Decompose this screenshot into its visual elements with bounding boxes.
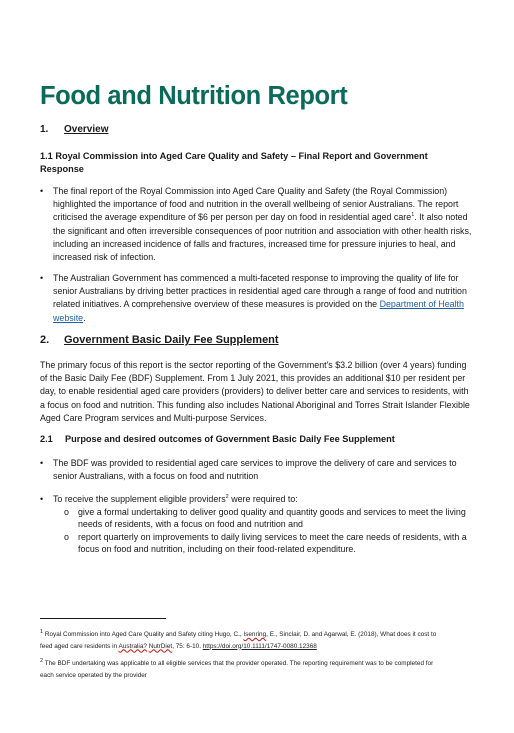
sub-list-item [64,506,474,530]
page-title: Food and Nutrition Report [40,82,348,110]
footnote-ref[interactable]: 2 [225,494,229,501]
list-item [40,185,472,264]
department-of-health-link[interactable]: Department of Health website [53,299,464,323]
doi-link[interactable]: https://doi.org/10.1111/1747-0080.12368 [202,642,317,650]
list-item [40,457,472,483]
circle-bullet-icon: o [64,532,69,542]
section-2-heading [40,334,279,346]
circle-bullet-icon: o [64,507,69,517]
sub-item-text: report quarterly on improvements to daily living services to meet the care needs of residents, with a focus on food and nutrition, including on their food-related expenditure. [78,532,467,554]
section-title: Government Basic Daily Fee Supplement [64,334,279,346]
bullet-text: The Australian Government has commenced a multi-faceted response to improving the quality of life for senior Australians by driving better practices in residential aged care through a range of food and nutrition related initiatives. A comprehensive overview of these measures is provided on the Department of Health website. [53,273,467,323]
section-number: 2. [40,334,50,346]
bullet-icon: • [40,186,44,196]
subsection-title: Purpose and desired outcomes of Government Basic Daily Fee Supplement [65,434,395,444]
bullet-icon: • [40,273,44,283]
sub-item-text: give a formal undertaking to deliver good quality and quantity goods and services to meet the living needs of residents, with a focus on food and nutrition and [78,507,466,529]
bullet-text: To receive the supplement eligible providers$^2$ were required to: [53,494,298,504]
bullet-icon: • [40,458,44,468]
section-2-paragraph: The primary focus of this report is the sector reporting of the Government's $3.2 billion (over 4 years) funding of the Basic Daily Fee (BDF) Supplement. From 1 July 2021, this provides an additional $10 per resident per day, to enable residential aged care providers (providers) to deliver better care and services to residents, with a focus on food and nutrition. This funding also includes National Aboriginal and Torres Strait Islander Flexible Aged Care Program services and Multi-purpose Services. [40,360,470,423]
footnote-ref[interactable]: 1 [411,212,415,219]
list-item [40,272,472,325]
subsection-number: 2.1 [40,434,53,444]
sub-list-item [64,531,474,555]
bullet-text: The final report of the Royal Commission into Aged Care Quality and Safety (the Royal Commission) highlighted the importance of food and nutrition in the overall wellbeing of senior Australians. The report criticised the average expenditure of $6 per person per day on food in residential aged care$^1$. It also noted the significant and often irreversible consequences of poor nutrition and association with other health risks, including an increased incidence of falls and fractures, increased time for pressure injuries to heal, and increased risk of infection. [53,186,472,263]
section-number: 1. [40,124,49,135]
section-1-heading [40,124,108,135]
footnote-1: $^1$ Royal Commission into Aged Care Quality and Safety citing Hugo, C., Isenring, E., Sinclair, D. and Agarwal, E. (2018), What does it cost to feed aged care residents in Australia? NutrDiet, 75: 6-10. https://doi.org/10.1111/1747-0080.12368 [40,628,437,650]
subsection-2-1-heading [40,434,395,444]
footnote-divider [40,618,166,619]
subsection-1-1-heading: 1.1 Royal Commission into Aged Care Quality and Safety – Final Report and Government Response [40,151,428,174]
bullet-text: The BDF was provided to residential aged care services to improve the delivery of care and services to senior Australians, with a focus on food and nutrition [53,458,457,482]
section-title: Overview [64,124,109,135]
list-item [40,493,472,506]
footnote-2: $^2$ The BDF undertaking was applicable to all eligible services that the provider operated. The reporting requirement was to be completed for each service operated by the provider [40,657,434,679]
bullet-icon: • [40,494,44,504]
